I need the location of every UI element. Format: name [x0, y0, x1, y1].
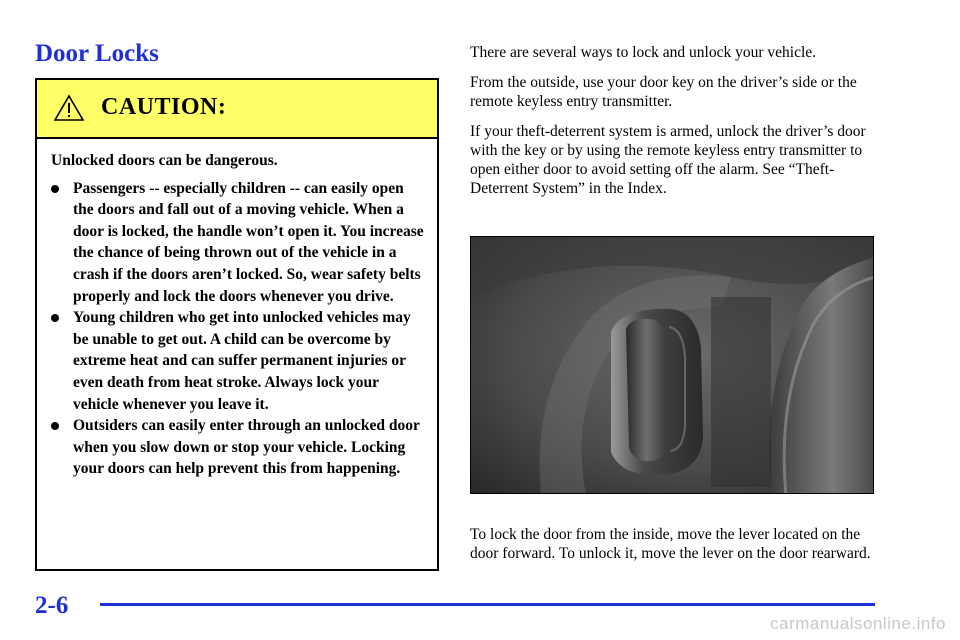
body-paragraph: From the outside, use your door key on the driver’s side or the remote keyless entry transmitter.	[470, 74, 857, 110]
caution-intro: Unlocked doors can be dangerous.	[51, 152, 278, 169]
door-lock-lever-photo	[470, 236, 874, 494]
bullet-icon	[51, 422, 59, 430]
bullet-icon	[51, 185, 59, 193]
footer-rule	[100, 603, 875, 606]
caution-bullet	[51, 307, 425, 415]
body-paragraph-bottom: To lock the door from the inside, move the lever located on the door forward. To unlock it, move the lever on the door rearward.	[470, 526, 871, 562]
caution-bullet-text: Outsiders can easily enter through an unlocked door when you slow down or stop your vehicle. Locking your doors can help prevent this from happening.	[73, 417, 420, 478]
caution-title: CAUTION:	[101, 94, 227, 120]
caution-bullet	[51, 178, 425, 308]
watermark: carmanualsonline.info	[770, 614, 946, 633]
caution-header	[37, 80, 437, 139]
caution-body	[37, 139, 437, 480]
page-title: Door Locks	[35, 40, 159, 67]
caution-box	[35, 78, 439, 571]
caution-bullet-list	[51, 178, 425, 480]
warning-triangle-icon	[53, 94, 85, 122]
caution-bullet-text: Young children who get into unlocked vehicles may be unable to get out. A child can be overcome by extreme heat and can suffer permanent injuries or even death from heat stroke. Always lock your vehicle whenever you leave it.	[73, 309, 411, 413]
door-lever-illustration	[471, 237, 874, 494]
body-paragraph: If your theft-deterrent system is armed, unlock the driver’s door with the key or by using the remote keyless entry transmitter to open either door to avoid setting off the alarm. See “Theft-Deterrent System” in the Index.	[470, 123, 866, 197]
body-paragraph: There are several ways to lock and unlock your vehicle.	[470, 44, 817, 61]
page-number: 2-6	[35, 592, 69, 619]
caution-bullet-text: Passengers -- especially children -- can easily open the doors and fall out of a moving vehicle. When a door is locked, the handle won’t open it. You increase the chance of being thrown out of the vehicle in a crash if the doors aren’t locked. So, wear safety belts properly and lock the doors whenever you drive.	[73, 179, 424, 305]
bullet-icon	[51, 314, 59, 322]
caution-bullet	[51, 415, 425, 480]
body-text-column	[470, 43, 880, 209]
